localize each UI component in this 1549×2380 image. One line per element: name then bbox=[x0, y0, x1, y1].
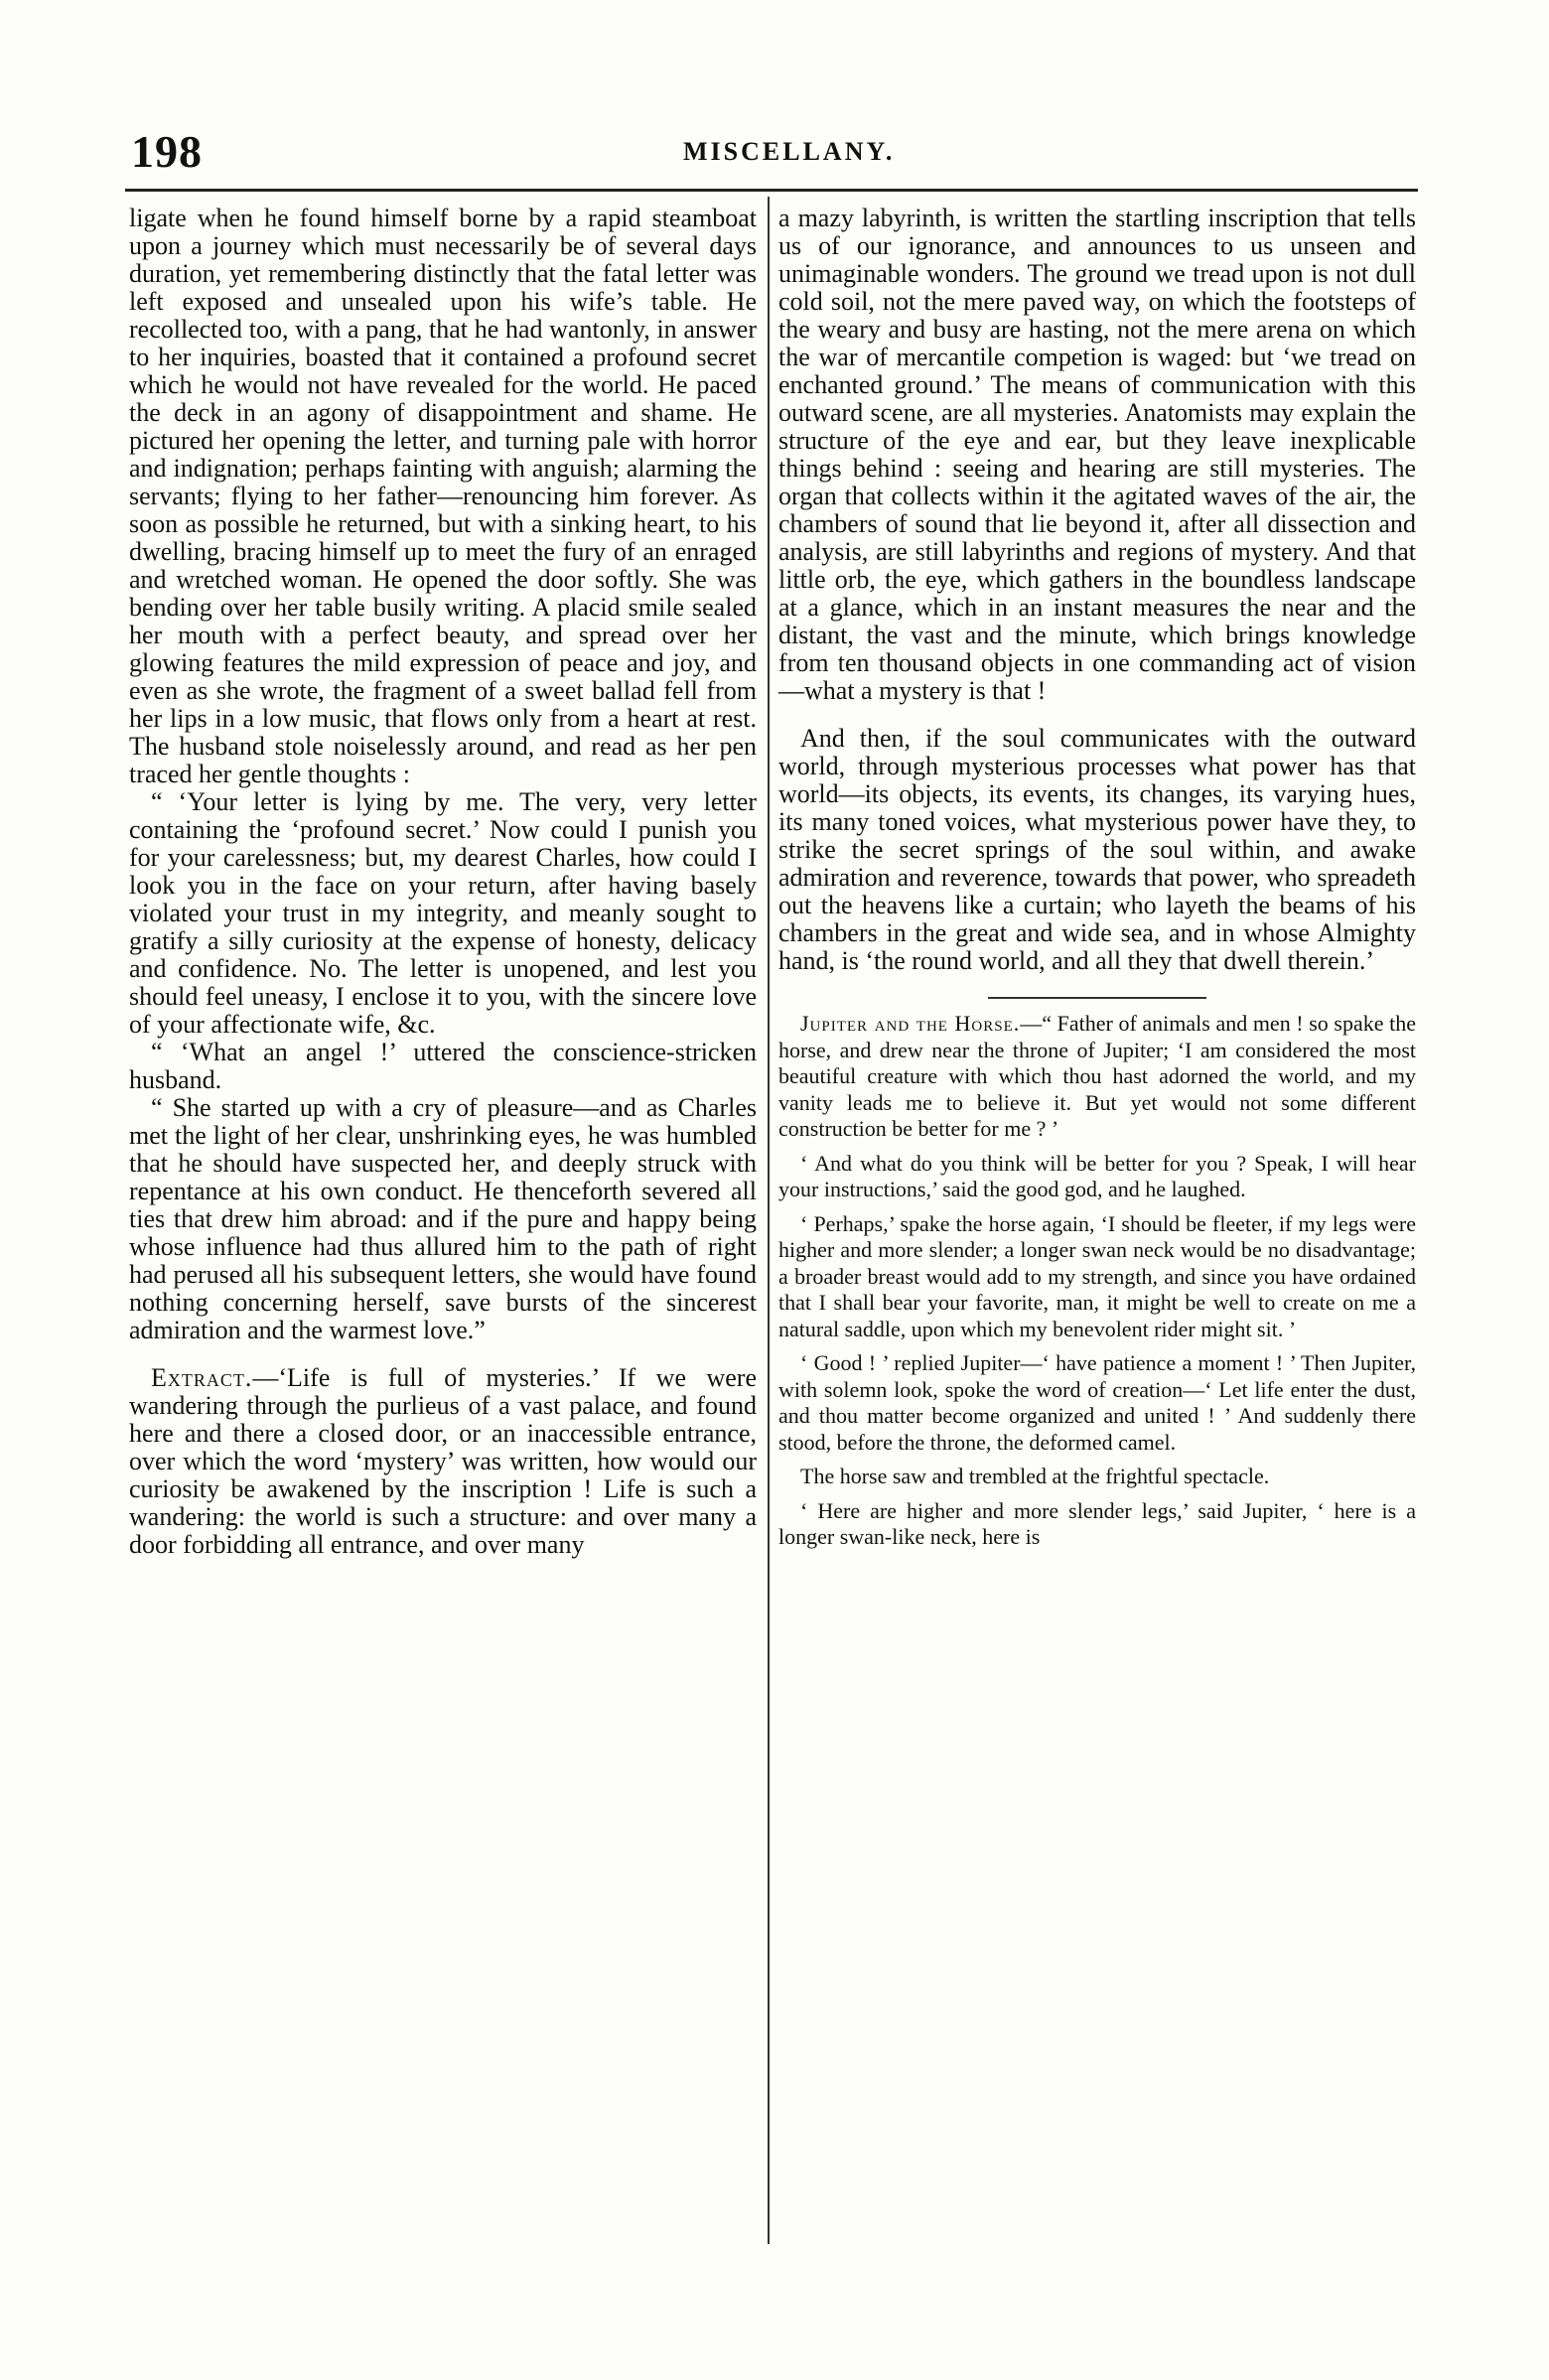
section-rule bbox=[988, 997, 1206, 999]
husband-exclamation-paragraph: “ ‘What an angel !’ uttered the conscience-stricken husband. bbox=[129, 1038, 757, 1094]
column-divider bbox=[768, 197, 770, 2244]
right-column bbox=[778, 205, 1416, 1551]
extract-text-continued: a mazy labyrinth, is written the startling inscription that tells us of our ignorance, and announces to us unseen and unimaginable wonders. The ground we tread upon is not dull cold soil, not the mere paved way, on which the footsteps of the weary and busy are hasting, not the mere arena on which the war of mercantile competion is waged: but ‘we tread on enchanted ground.’ The means of communication with this outward scene, are all mysteries. Anatomists may explain the structure of the eye and ear, but they leave inexplicable things behind : seeing and hearing are still mysteries. The organ that collects within it the agitated waves of the air, the chambers of sound that lie beyond it, after all dissection and analysis, are still labyrinths and regions of mystery. And that little orb, the eye, which gathers in the boundless landscape at a glance, which in an instant measures the near and the distant, the vast and the minute, which brings knowledge from ten thousand objects in one commanding act of vision—what a mystery is that ! bbox=[778, 204, 1416, 705]
fable-opening-text: —“ Father of animals and men ! so spake the horse, and drew near the throne of Jupiter; ‘I am considered the most beautiful creature with which thou hast adorned the world, and my vanity leads me to believe it. But yet would not some different construction be better for me ? ’ bbox=[778, 1011, 1416, 1141]
page-number: 198 bbox=[131, 126, 203, 177]
fable-paragraph: ‘ And what do you think will be better for you ? Speak, I will hear your instructions,’ said the good god, and he laughed. bbox=[778, 1150, 1416, 1201]
fable-opening-paragraph bbox=[778, 1011, 1416, 1143]
story-conclusion-paragraph: “ She started up with a cry of pleasure—and as Charles met the light of her clear, unshrinking eyes, he was humbled that he should have suspected her, and deeply struck with repentance at his own conduct. He thenceforth severed all ties that drew him abroad: and if the pure and happy being whose influence had thus allured him to the path of right had perused all his subsequent letters, she would have found nothing concerning herself, save bursts of the sincerest admiration and the warmest love.” bbox=[129, 1093, 757, 1344]
left-column bbox=[129, 205, 757, 1559]
fable-paragraph: ‘ Good ! ’ replied Jupiter—‘ have patience a moment ! ’ Then Jupiter, with solemn look, spoke the word of creation—‘ Let life enter the dust, and thou matter become organized and united ! ’ And suddenly there stood, before the throne, the deformed camel. bbox=[778, 1350, 1416, 1455]
fable-paragraph: ‘ Here are higher and more slender legs,’ said Jupiter, ‘ here is a longer swan-like neck, here is bbox=[778, 1497, 1416, 1549]
running-head: MISCELLANY. bbox=[683, 137, 896, 166]
fable-heading: Jupiter and the Horse. bbox=[800, 1011, 1021, 1036]
fable-paragraph: The horse saw and trembled at the frightful spectacle. bbox=[800, 1464, 1270, 1488]
fable-paragraph: ‘ Perhaps,’ spake the horse again, ‘I should be fleeter, if my legs were higher and more slender; a longer swan neck would be no disadvantage; a broader breast would add to my strength, and since you have ordained that I shall bear your favorite, man, it might be well to create on me a natural saddle, upon which my benevolent rider might sit. ’ bbox=[778, 1210, 1416, 1341]
page-header bbox=[125, 121, 1416, 181]
letter-paragraph: “ ‘Your letter is lying by me. The very, very letter containing the ‘profound secret.’ Now could I punish you for your carelessness; but, my dearest Charles, how could I look you in the face on your return, after having basely violated your trust in my integrity, and meanly sought to gratify a silly curiosity at the expense of honesty, delicacy and confidence. No. The letter is unopened, and lest you should feel uneasy, I enclose it to you, with the sincere love of your affectionate wife, &c. bbox=[129, 787, 757, 1039]
extract-second-paragraph: And then, if the soul communicates with the outward world, through mysterious processes what power has that world—its objects, its events, its changes, its varying hues, its many toned voices, what mysterious power have they, to strike the secret springs of the soul within, and awake admiration and reverence, towards that power, who spreadeth out the heavens like a curtain; who layeth the beams of his chambers in the great and wide sea, and in whose Almighty hand, is ‘the round world, and all they that dwell therein.’ bbox=[778, 724, 1416, 975]
story-continuation-paragraph: ligate when he found himself borne by a rapid steamboat upon a journey which must necessarily be of several days duration, yet remembering distinctly that the fatal letter was left exposed and unsealed upon his wife’s table. He recollected too, with a pang, that he had wantonly, in answer to her inquiries, boasted that it contained a profound secret which he would not have revealed for the world. He paced the deck in an agony of disappointment and shame. He pictured her opening the letter, and turning pale with horror and indignation; perhaps fainting with anguish; alarming the servants; flying to her father—renouncing him forever. As soon as possible he returned, but with a sinking heart, to his dwelling, bracing himself up to meet the fury of an enraged and wretched woman. He opened the door softly. She was bending over her table busily writing. A placid smile sealed her mouth with a perfect beauty, and spread over her glowing features the mild expression of peace and joy, and even as she wrote, the fragment of a sweet ballad fell from her lips in a low music, that flows only from a heart at rest. The husband stole noiselessly around, and read as her pen traced her gentle thoughts : bbox=[129, 204, 757, 788]
header-rule bbox=[125, 189, 1418, 192]
extract-paragraph bbox=[129, 1364, 757, 1559]
extract-heading: Extract. bbox=[151, 1363, 253, 1392]
extract-text-start: —‘Life is full of mysteries.’ If we were wandering through the purlieus of a vast palace, and found here and there a closed door, or an inaccessible entrance, over which the word ‘mystery’ was written, how would our curiosity be awakened by the inscription ! Life is such a wandering: the world is such a structure: and over many a door forbidding all entrance, and over many bbox=[129, 1363, 757, 1559]
